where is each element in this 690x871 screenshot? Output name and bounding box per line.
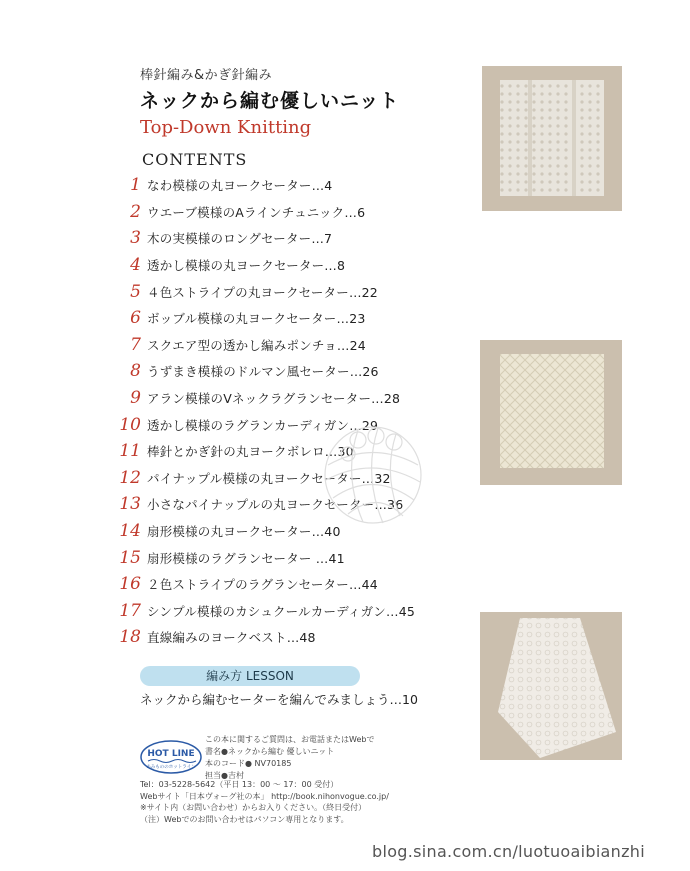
contact-note: （注）Webでのお問い合わせはパソコン専用となります。 [140, 814, 349, 824]
toc-title: 透かし模様の丸ヨークセーター…8 [147, 258, 346, 274]
toc-title: なわ模様の丸ヨークセーター…4 [147, 178, 333, 194]
toc-number: 6 [130, 308, 141, 329]
toc-title: シンプル模様のカシュクールカーディガン…45 [147, 603, 415, 619]
toc-item[interactable] [115, 225, 475, 252]
toc-title: ウエーブ模様のAラインチュニック…6 [147, 204, 366, 220]
toc-title: ボッブル模様の丸ヨークセーター…23 [147, 311, 366, 327]
toc-item[interactable] [115, 385, 475, 412]
lesson-badge: 編み方 LESSON [140, 666, 360, 686]
toc-number: 7 [130, 334, 141, 355]
toc-number: 8 [130, 361, 141, 382]
toc-title: 直線編みのヨークベスト…48 [147, 630, 316, 646]
contents-heading: CONTENTS [142, 150, 248, 169]
toc-item[interactable] [115, 598, 475, 625]
hotline-logo [140, 740, 202, 774]
toc-title: 扇形模様のラグランセーター …41 [147, 550, 345, 566]
toc-title: 透かし模様のラグランカーディガン…29 [147, 417, 379, 433]
toc-item[interactable] [115, 278, 475, 305]
toc-item[interactable] [115, 544, 475, 571]
contact-phone: Tel：03-5228-5642（平日 13：00 ～ 17：00 受付） [140, 780, 339, 789]
book-title: ネックから編む優しいニット [140, 90, 400, 112]
toc-number: 16 [119, 574, 141, 595]
watermark-url: blog.sina.com.cn/luotuoaibianzhi [372, 842, 645, 861]
contact-line: 担当●吉村 [205, 771, 244, 780]
toc-item[interactable] [115, 358, 475, 385]
toc-title: アラン模様のVネックラグランセーター…28 [147, 391, 401, 407]
toc-item[interactable] [115, 624, 475, 651]
contact-line: 本のコード● NV70185 [205, 759, 292, 768]
toc-number: 12 [119, 467, 141, 488]
hotline-logo-subtext: あみもののホットライン [146, 765, 196, 770]
contact-details [140, 779, 389, 825]
contact-info [205, 734, 374, 782]
toc-number: 2 [130, 201, 141, 222]
toc-number: 11 [119, 441, 141, 462]
lesson-link[interactable]: ネックから編むセーターを編んでみましょう…10 [140, 692, 418, 707]
table-of-contents [115, 172, 475, 651]
toc-number: 9 [130, 388, 141, 409]
knit-swatch-cable-photo [482, 66, 622, 211]
hotline-logo-text: HOT LINE [147, 749, 195, 759]
toc-title: スクエア型の透かし編みポンチョ…24 [147, 337, 366, 353]
toc-number: 4 [130, 255, 141, 276]
toc-item[interactable] [115, 571, 475, 598]
toc-item[interactable] [115, 332, 475, 359]
toc-item[interactable] [115, 252, 475, 279]
toc-title: 棒針とかぎ針の丸ヨークボレロ…30 [147, 444, 354, 460]
toc-number: 17 [119, 600, 141, 621]
toc-item[interactable] [115, 199, 475, 226]
toc-number: 5 [130, 281, 141, 302]
yarn-ball-illustration [318, 420, 428, 530]
toc-number: 1 [130, 175, 141, 196]
crochet-swatch-pineapple-photo [480, 612, 622, 760]
toc-item[interactable] [115, 305, 475, 332]
contact-line: この本に関するご質問は、お電話またはWebで [205, 735, 375, 744]
toc-item[interactable] [115, 172, 475, 199]
contact-website[interactable]: Webサイト「日本ヴォーグ社の本」 http://book.nihonvogue.co.jp/ [140, 791, 389, 801]
knit-swatch-lace-photo [480, 340, 622, 485]
toc-title: パイナップル模様の丸ヨークセーター…32 [147, 470, 391, 486]
toc-title: 木の実模様のロングセーター…7 [147, 231, 333, 247]
book-subtitle: 棒針編み&かぎ針編み [140, 68, 273, 83]
toc-number: 14 [119, 521, 141, 542]
toc-title: うずまき模様のドルマン風セーター…26 [147, 364, 379, 380]
toc-number: 15 [119, 547, 141, 568]
header [140, 68, 460, 138]
toc-title: 小さなパイナップルの丸ヨークセーター…36 [147, 497, 404, 513]
toc-title: ４色ストライプの丸ヨークセーター…22 [147, 284, 378, 300]
toc-title: 扇形模様の丸ヨークセーター…40 [147, 524, 341, 540]
toc-number: 13 [119, 494, 141, 515]
toc-number: 10 [119, 414, 141, 435]
toc-number: 3 [130, 228, 141, 249]
toc-title: ２色ストライプのラグランセーター…44 [147, 577, 378, 593]
english-title: Top-Down Knitting [140, 117, 312, 138]
contact-line: 書名●ネックから編む 優しいニット [205, 747, 335, 756]
contact-note: ※サイト内（お問い合わせ）からお入りください。（終日受付） [140, 803, 367, 812]
toc-number: 18 [119, 627, 141, 648]
